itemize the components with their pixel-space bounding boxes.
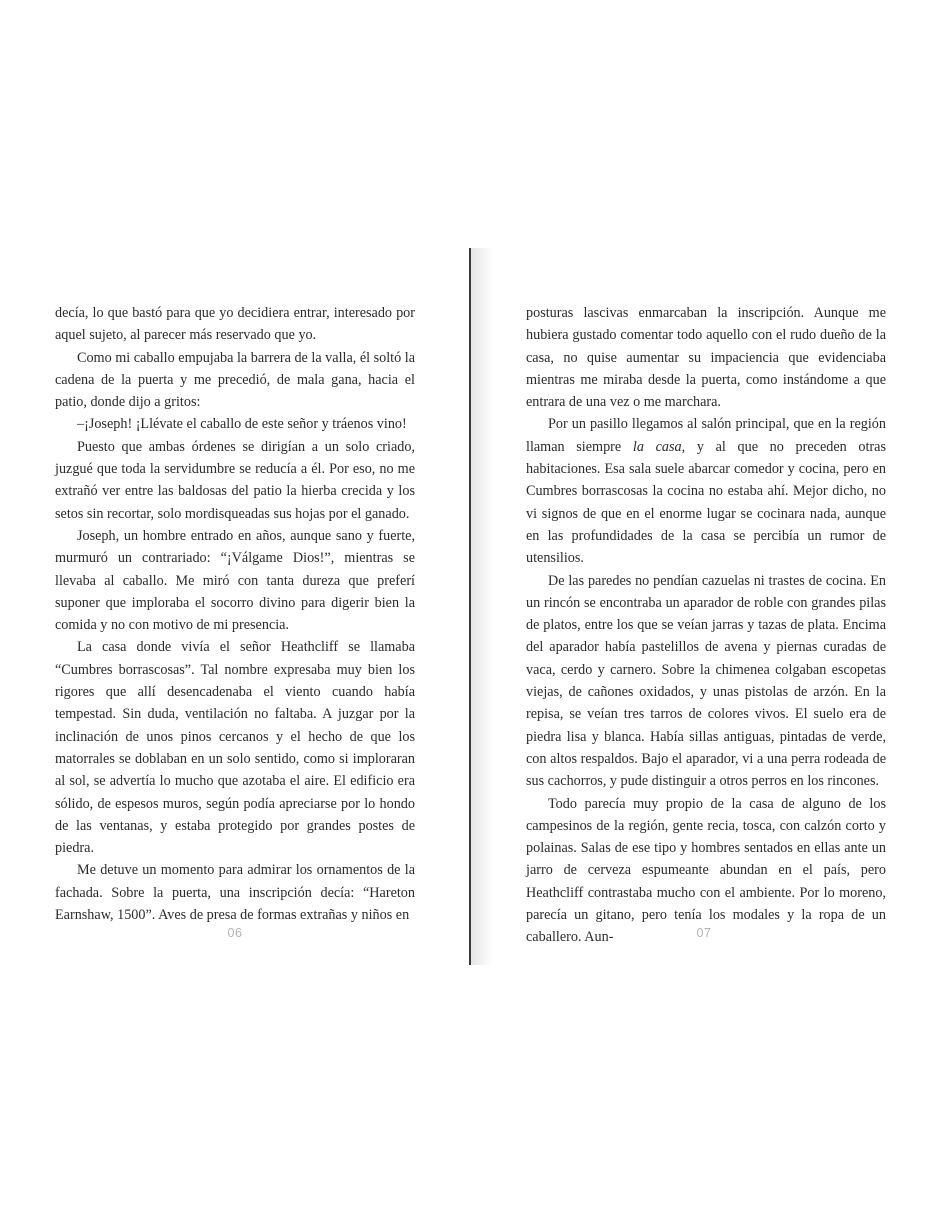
paragraph-text: Por un pasillo llegamos al salón principal, que en la región llaman siempre <box>526 416 886 455</box>
paragraph: Me detuve un momento para admirar los ornamentos de la fachada. Sobre la puerta, una inscripción decía: “Hareton Earnshaw, 1500”. Aves de presa de formas extrañas y niños en <box>55 862 415 924</box>
paragraph: posturas lascivas enmarcaban la inscripción. Aunque me hubiera gustado comentar todo aquello con el rudo dueño de la casa, no quise aumentar su impaciencia que evidenciaba mientras me miraba desde la puerta, como instándome a que entrara de una vez o me marchara. <box>526 305 886 411</box>
left-page-text <box>55 302 415 926</box>
paragraph <box>526 413 886 569</box>
right-page-text <box>526 302 886 949</box>
paragraph: Joseph, un hombre entrado en años, aunque sano y fuerte, murmuró un contrariado: “¡Válgame Dios!”, mientras se llevaba al caballo. Me miró con tanta dureza que preferí suponer que imploraba el socorro divino para digerir bien la comida y no con motivo de mi presencia. <box>55 527 415 634</box>
paragraph: De las paredes no pendían cazuelas ni trastes de cocina. En un rincón se encontraba un aparador de roble con grandes pilas de platos, entre los que se veían jarras y tazas de plata. Encima del aparador había pastelillos de avena y piernas curadas de vaca, cerdo y carnero. Sobre la chimenea colgaban escopetas viejas, de cañones oxidados, y unas pistolas de arzón. En la repisa, se veían tres tarros de colores vivos. El suelo era de piedra lisa y blanca. Había sillas antiguas, pintadas de verde, con altos respaldos. Bajo el aparador, vi a una perra rodeada de sus cachorros, y pude distinguir a otros perros en los rincones. <box>526 572 886 790</box>
italic-term: la casa <box>632 438 682 455</box>
paragraph: –¡Joseph! ¡Llévate el caballo de este señor y tráenos vino! <box>77 416 407 433</box>
paragraph: La casa donde vivía el señor Heathcliff se llamaba “Cumbres borrascosas”. Tal nombre expresaba muy bien los rigores que allí desencadenaba el viento cuando había tempestad. Sin duda, ventilación no faltaba. A juzgar por la inclinación de unos pinos cercanos y el hecho de que los matorrales se doblaban en un solo sentido, como si imploraran al sol, se advertía lo mucho que azotaba el aire. El edificio era sólido, de espesos muros, según podía apreciarse por lo hondo de las ventanas, y estaba protegido por grandes postes de piedra. <box>55 639 415 857</box>
paragraph: decía, lo que bastó para que yo decidiera entrar, interesado por aquel sujeto, al parecer más reservado que yo. <box>55 305 415 344</box>
paragraph: Puesto que ambas órdenes se dirigían a un solo criado, juzgué que toda la servidumbre se reducía a él. Por eso, no me extrañó ver entre las baldosas del patio la hierba crecida y los setos sin recortar, solo mordisqueadas sus hojas por el ganado. <box>55 438 415 522</box>
paragraph: Como mi caballo empujaba la barrera de la valla, él soltó la cadena de la puerta y me precedió, de mala gana, hacia el patio, donde dijo a gritos: <box>55 349 416 411</box>
page-number-left: 06 <box>227 926 243 940</box>
page-number-right: 07 <box>696 926 712 940</box>
paragraph: Todo parecía muy propio de la casa de alguno de los campesinos de la región, gente recia, tosca, con calzón corto y polainas. Salas de ese tipo y hombres sentados en ellas ante un jarro de cerveza espumeante abundan en el país, pero Heathcliff contrastaba mucho con el ambiente. Por lo moreno, parecía un gitano, pero tenía los modales y la ropa de un caballero. Aun- <box>526 795 886 946</box>
gutter-shadow <box>471 248 493 965</box>
paragraph-text: , y al que no preceden otras habitaciones. Esa sala suele abarcar comedor y cocina, pero en Cumbres borrascosas la cocina no estaba ahí. Mejor dicho, no vi signos de que en el enorme lugar se cocinara nada, aunque en las profundidades de la casa se percibía un rumor de utensilios. <box>526 438 886 567</box>
